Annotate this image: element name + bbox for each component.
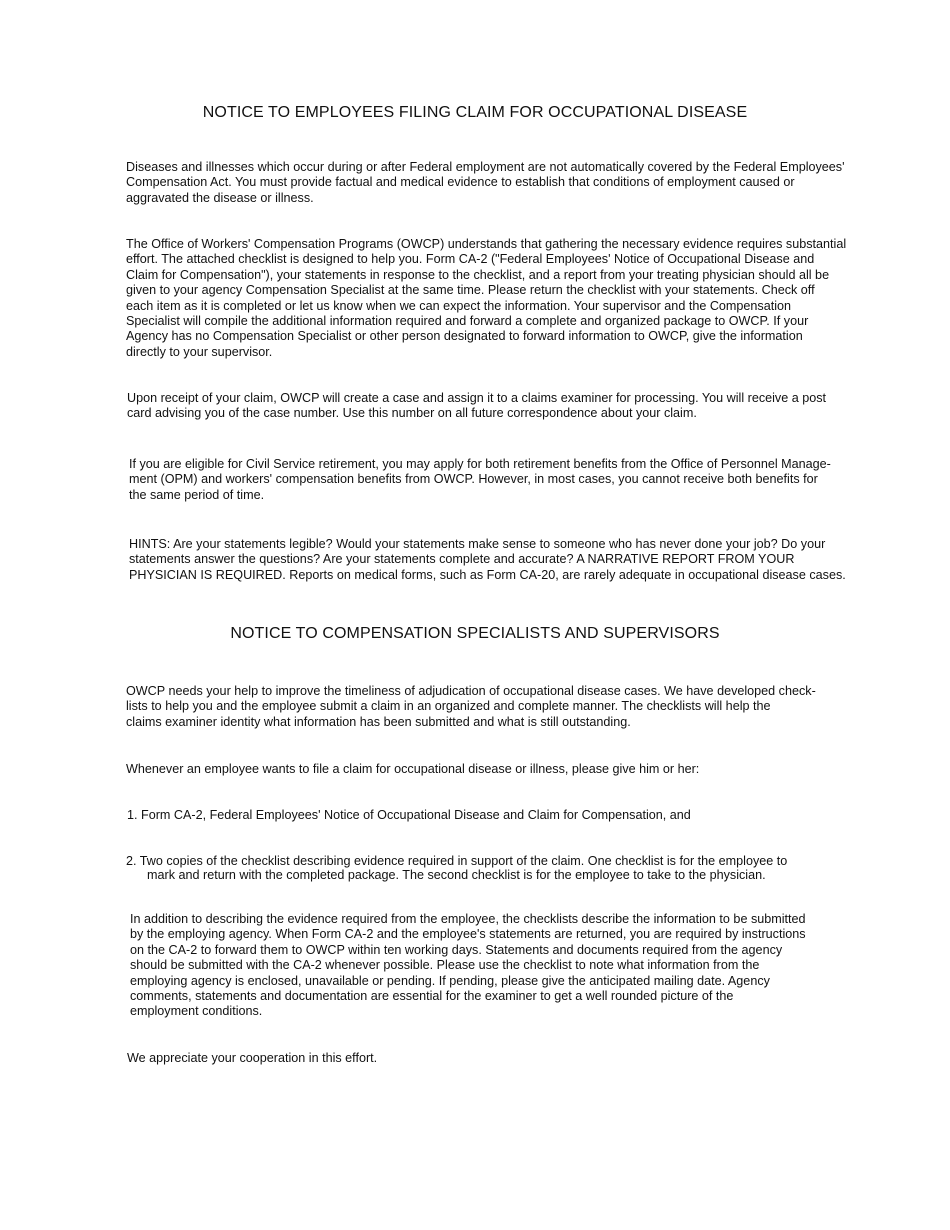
paragraph-line: Agency has no Compensation Specialist or other person designated to forward information to OWCP, give the information	[126, 329, 803, 344]
paragraph-retirement	[129, 457, 831, 503]
paragraph-line: effort. The attached checklist is designed to help you. Form CA-2 ("Federal Employees' Notice of Occupational Disease and	[126, 252, 815, 267]
paragraph-line: each item as it is completed or let us know when we can expect the information. Your supervisor and the Compensation	[126, 298, 792, 313]
paragraph-line: claims examiner identity what information has been submitted and what is still outstanding.	[126, 714, 631, 729]
list-item-checklist-copies	[126, 854, 787, 882]
paragraph-line: on the CA-2 to forward them to OWCP within ten working days. Statements and documents required from the agency	[130, 942, 783, 957]
paragraph-line: employment conditions.	[130, 1004, 263, 1019]
paragraph-line: given to your agency Compensation Specialist at the same time. Please return the checklist with your statements. Check off	[126, 283, 815, 298]
list-item-text: 1. Form CA-2, Federal Employees' Notice of Occupational Disease and Claim for Compensation, and	[127, 808, 691, 822]
paragraph-hints	[129, 537, 846, 583]
paragraph-line: Diseases and illnesses which occur during or after Federal employment are not automatically covered by the Federal Employees'	[126, 160, 845, 174]
paragraph-owcp-checklist	[126, 237, 846, 360]
section-title-specialists: NOTICE TO COMPENSATION SPECIALISTS AND SUPERVISORS	[230, 625, 720, 642]
paragraph-line: OWCP needs your help to improve the timeliness of adjudication of occupational disease cases. We have developed check-	[126, 684, 816, 698]
list-item-continuation: mark and return with the completed package. The second checklist is for the employee to take to the physician.	[147, 868, 766, 882]
paragraph-agency-evidence	[130, 912, 806, 1020]
paragraph-line: HINTS: Are your statements legible? Would your statements make sense to someone who has never done your job? Do your	[129, 537, 826, 551]
paragraph-line: Specialist will compile the additional information required and forward a complete and organized package to OWCP. If your	[126, 314, 809, 329]
paragraph-line: PHYSICIAN IS REQUIRED. Reports on medical forms, such as Form CA-20, are rarely adequate in occupational disease cases.	[129, 567, 846, 582]
paragraph-coverage	[126, 160, 845, 206]
list-item-text: 2. Two copies of the checklist describing evidence required in support of the claim. One checklist is for the employee to	[126, 854, 788, 868]
paragraph-line: Claim for Compensation"), your statements in response to the checklist, and a report from your treating physician should all be	[126, 267, 830, 282]
paragraph-line: lists to help you and the employee submit a claim in an organized and complete manner. The checklists will help the	[126, 699, 771, 714]
paragraph-line: If you are eligible for Civil Service retirement, you may apply for both retirement benefits from the Office of Personnel Manage-	[129, 457, 831, 471]
paragraph-line: card advising you of the case number. Use this number on all future correspondence about your claim.	[127, 406, 697, 421]
paragraph-line: Upon receipt of your claim, OWCP will create a case and assign it to a claims examiner for processing. You will receive a post	[127, 391, 827, 405]
paragraph-line: ment (OPM) and workers' compensation benefits from OWCP. However, in most cases, you cannot receive both benefits for	[129, 472, 818, 487]
paragraph-claim-receipt	[127, 391, 826, 422]
paragraph-line: directly to your supervisor.	[126, 344, 273, 359]
paragraph-line: The Office of Workers' Compensation Programs (OWCP) understands that gathering the necessary evidence requires substantial	[126, 237, 847, 251]
paragraph-appreciation	[127, 1051, 377, 1066]
paragraph-whenever	[126, 762, 699, 777]
paragraph-line: We appreciate your cooperation in this effort.	[127, 1051, 378, 1065]
paragraph-line: comments, statements and documentation are essential for the examiner to get a well rounded picture of the	[130, 989, 734, 1004]
paragraph-line: the same period of time.	[129, 487, 265, 502]
paragraph-line: by the employing agency. When Form CA-2 and the employee's statements are returned, you are required by instructions	[130, 927, 806, 942]
paragraph-line: aggravated the disease or illness.	[126, 190, 314, 205]
section-title-employees: NOTICE TO EMPLOYEES FILING CLAIM FOR OCCUPATIONAL DISEASE	[202, 104, 748, 121]
list-item-form-ca2	[127, 808, 691, 822]
paragraph-line: Compensation Act. You must provide factual and medical evidence to establish that conditions of employment caused or	[126, 175, 795, 190]
paragraph-line: Whenever an employee wants to file a claim for occupational disease or illness, please give him or her:	[126, 762, 700, 776]
paragraph-owcp-help	[126, 684, 816, 730]
paragraph-line: statements answer the questions? Are your statements complete and accurate? A NARRATIVE REPORT FROM YOUR	[129, 552, 795, 567]
paragraph-line: should be submitted with the CA-2 whenever possible. Please use the checklist to note what information from the	[130, 958, 760, 973]
paragraph-line: In addition to describing the evidence required from the employee, the checklists describe the information to be submitted	[130, 912, 806, 926]
paragraph-line: employing agency is enclosed, unavailable or pending. If pending, please give the anticipated mailing date. Agency	[130, 973, 770, 988]
